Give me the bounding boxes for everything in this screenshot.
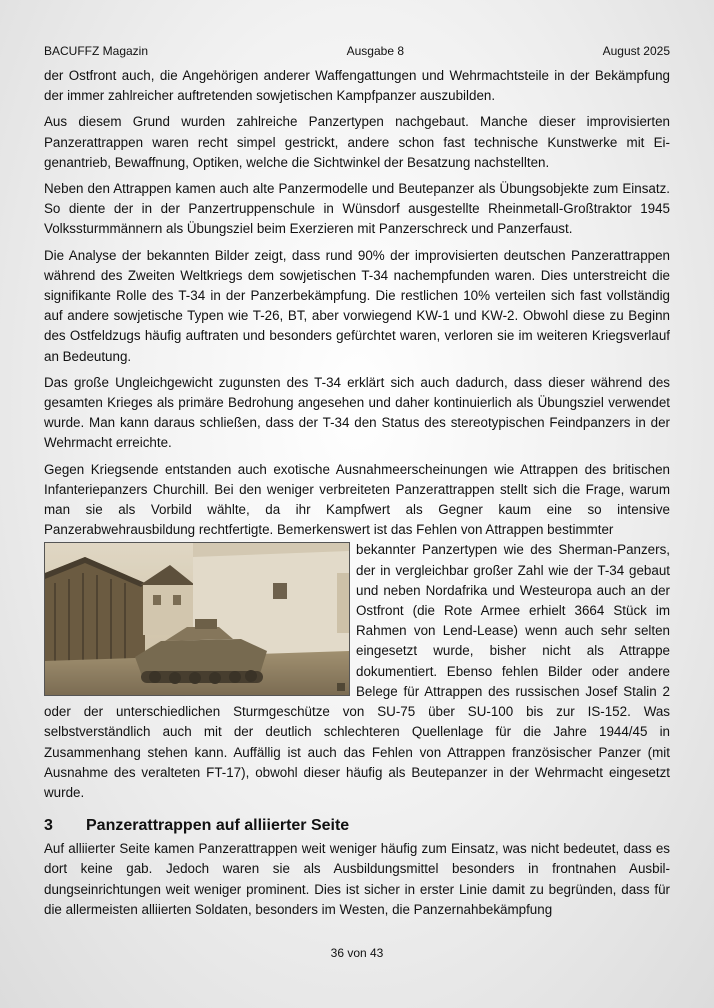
page-header [44,44,670,59]
section-heading [44,815,670,837]
issue-number: Ausgabe 8 [346,44,405,58]
paragraph-wrapping-photo: bekannter Panzertypen wie des Sherman-Panzers, der in vergleichbar großer Zahl wie der T-34 gebaut und neben Nordafrika und Westeuropa auch an der Ostfront (die Rote Armee erhielt 3664 Stück im Rahmen von Lend-Lease) wenn auch sehr selten eingesetzt wurde, bisher nicht als Attrappe dokumentiert. Ebenso fehlen Bilder oder andere Belege für Attrappen des russischen Josef Stalin 2 oder der unterschiedlichen Sturmgeschütze von SU-75 über SU-100 bis zur IS-152. Was selbstverständlich auch mit der deutlich schlechteren Quellenlage für die Jahre 1944/45 in Zusammenhang stehen kann. Auffällig ist auch das Fehlen von Attrappen französischer Panzer (mit Ausnahme des veralteten FT-17), obwohl dieser häufig als Beutepanzer in der Wehrmacht eingesetzt wurde. [44,542,670,800]
paragraph: Auf alliierter Seite kamen Panzerattrappen weit weniger häufig zum Einsatz, was nicht bedeutet, dass es dort keine gab. Jedoch waren sie als Ausbildungsmittel besonders in frontnahen Ausbildungseinrichtungen weit weniger prominent. Dies ist sicher in erster Linie damit zu begründen, dass für die allermeisten alliierten Soldaten, besonders im Westen, die Panzernahbekämpfung [44,841,670,917]
section-title: Panzerattrappen auf alliierter Seite [86,817,350,835]
section-number: 3 [44,817,53,835]
paragraph: Das große Ungleichgewicht zugunsten des T-34 erklärt sich auch dadurch, dass dieser während des gesamten Krieges als primäre Bedrohung angesehen und daher kontinuierlich als Übungsziel verwendet wurde. Man kann daraus schließen, dass der T-34 den Status des stereotypischen Feindpanzers in der Wehrmacht erreichte. [44,374,670,451]
tank-photo [44,542,350,696]
page-number: 36 von 43 [330,946,384,960]
issue-date: August 2025 [602,44,670,58]
paragraph: Neben den Attrappen kamen auch alte Panzermodelle und Beutepanzer als Übungsobjekte zum Einsatz. So diente der in der Panzertruppenschule in Wünsdorf ausgestellte Rheinmetall-Großtraktor 1945 Volkssturmmännern als Übungsziel beim Exerzieren mit Panzerschreck und Panzerfaust. [44,181,670,237]
article-body [44,66,670,926]
paragraph: Die Analyse der bekannten Bilder zeigt, dass rund 90% der improvisierten deutschen Panzerattrappen während des Zweiten Weltkriegs dem sowjetischen T-34 nachempfunden waren. Dies unterstreicht die signifikante Rolle des T-34 in der Panzerbekämpfung. Die restlichen 10% verteilen sich fast vollständig auf andere sowjetische Typen wie T-26, BT, aber vorwiegend KW-1 und KW-2. Obwohl diese zu Beginn des Ostfeldzugs häufig auftraten und besonders gefürchtet waren, verloren sie im weiteren Kriegsverlauf an Bedeutung. [44,247,670,364]
paragraph: Aus diesem Grund wurden zahlreiche Panzertypen nachgebaut. Manche dieser improvisierten Panzerattrappen waren recht simpel gestrickt, andere schon fast technische Kunstwerke mit Eigenantrieb, Bewaffnung, Optiken, welche die Sichtwinkel der Besatzung nachstellten. [44,114,670,170]
magazine-name: BACUFFZ Magazin [44,44,149,58]
paragraph: Gegen Kriegsende entstanden auch exotische Ausnahmeerscheinungen wie Attrappen des britischen Infanteriepanzers Churchill. Bei den weniger verbreiteten Panzerattrappen stellt sich die Frage, warum man sie als Vorbild wählte, da ihr Kampfwert als Gegner kaum eine so intensive Panzerabwehrausbildung rechtfertigte. Bemerkenswert ist das Fehlen von Attrappen bestimmter [44,461,670,538]
paragraph: der Ostfront auch, die Angehörigen anderer Waffengattungen und Wehrmachtsteile in der Bekämpfung der immer zahlreicher auftretenden sowjetischen Kampfpanzer auszubilden. [44,68,670,104]
